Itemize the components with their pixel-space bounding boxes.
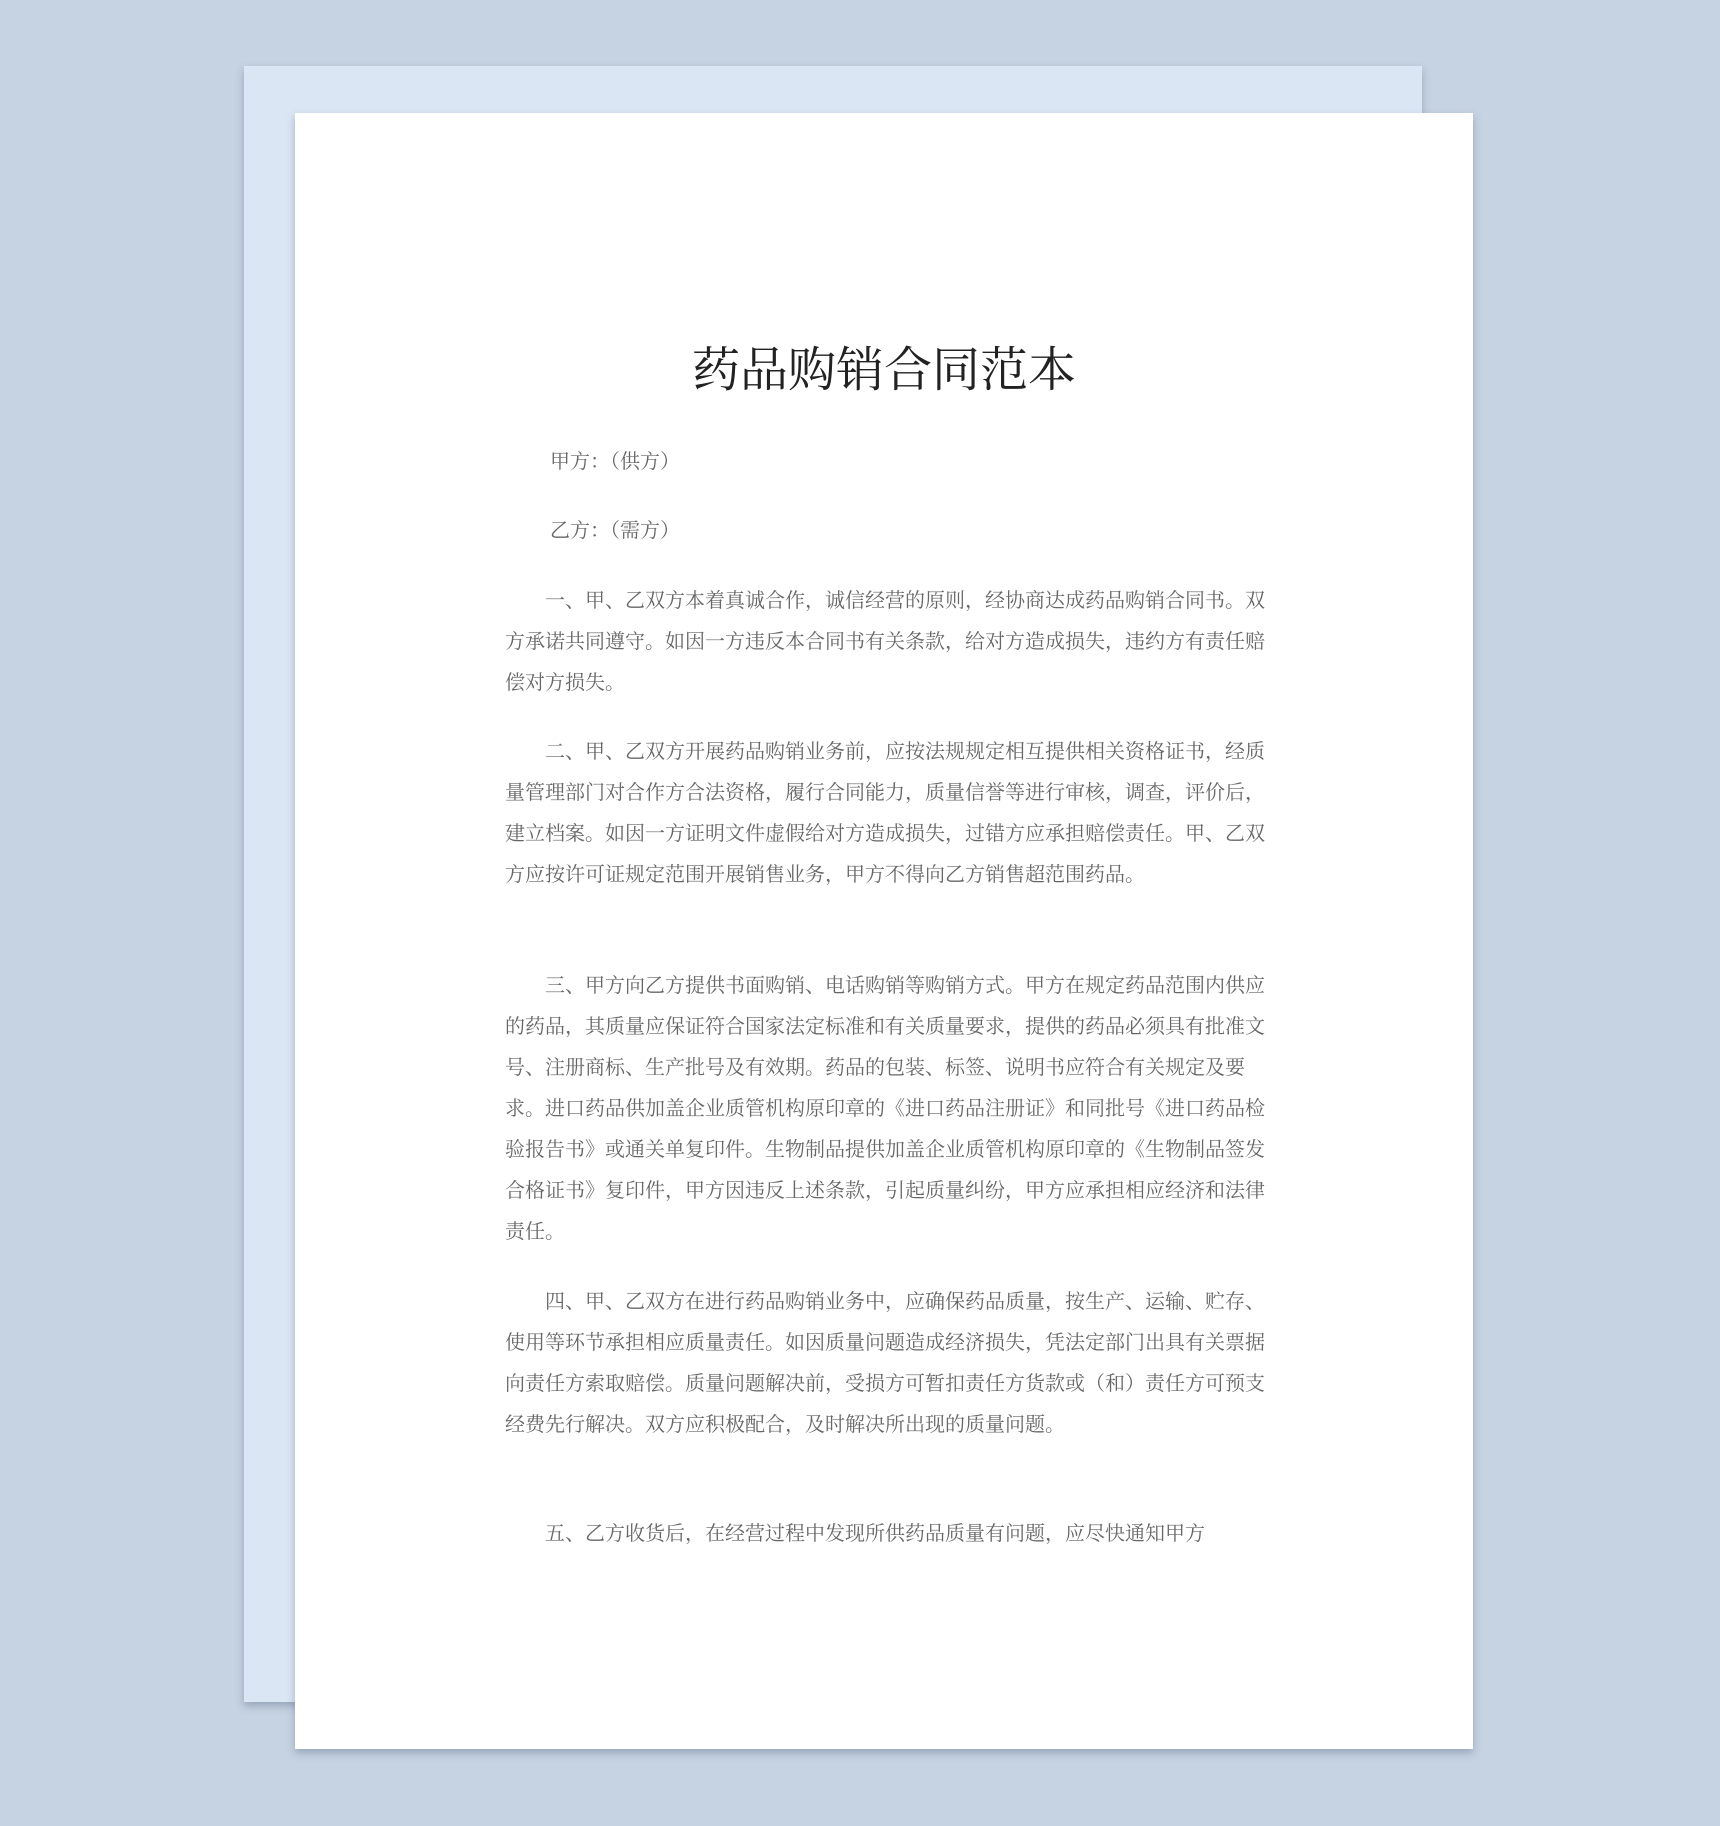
clause-4: 四、甲、乙双方在进行药品购销业务中，应确保药品质量，按生产、运输、贮存、使用等环节承担相应质量责任。如因质量问题造成经济损失，凭法定部门出具有关票据向责任方索取赔偿。质量问题解决前，受损方可暂扣责任方货款或（和）责任方可预支经费先行解决。双方应积极配合，及时解决所出现的质量问题。	[505, 1289, 1265, 1436]
page-title: 药品购销合同范本	[691, 342, 1076, 398]
clause-1: 一、甲、乙双方本着真诚合作，诚信经营的原则，经协商达成药品购销合同书。双方承诺共同遵守。如因一方违反本合同书有关条款，给对方造成损失，违约方有责任赔偿对方损失。	[505, 588, 1265, 694]
clause-5: 五、乙方收货后，在经营过程中发现所供药品质量有问题，应尽快通知甲方	[545, 1521, 1205, 1545]
party-b-line: 乙方：（需方）	[550, 518, 680, 542]
party-a-line: 甲方：（供方）	[550, 449, 680, 473]
clause-3: 三、甲方向乙方提供书面购销、电话购销等购销方式。甲方在规定药品范围内供应的药品，其质量应保证符合国家法定标准和有关质量要求，提供的药品必须具有批准文号、注册商标、生产批号及有效期。药品的包装、标签、说明书应符合有关规定及要求。进口药品供加盖企业质管机构原印章的《进口药品注册证》和同批号《进口药品检验报告书》或通关单复印件。生物制品提供加盖企业质管机构原印章的《生物制品签发合格证书》复印件，甲方因违反上述条款，引起质量纠纷，甲方应承担相应经济和法律责任。	[505, 973, 1265, 1243]
clause-2: 二、甲、乙双方开展药品购销业务前，应按法规规定相互提供相关资格证书，经质量管理部门对合作方合法资格，履行合同能力，质量信誉等进行审核，调查，评价后，建立档案。如因一方证明文件虚假给对方造成损失，过错方应承担赔偿责任。甲、乙双方应按许可证规定范围开展销售业务，甲方不得向乙方销售超范围药品。	[505, 739, 1265, 886]
document-page	[295, 113, 1473, 1749]
